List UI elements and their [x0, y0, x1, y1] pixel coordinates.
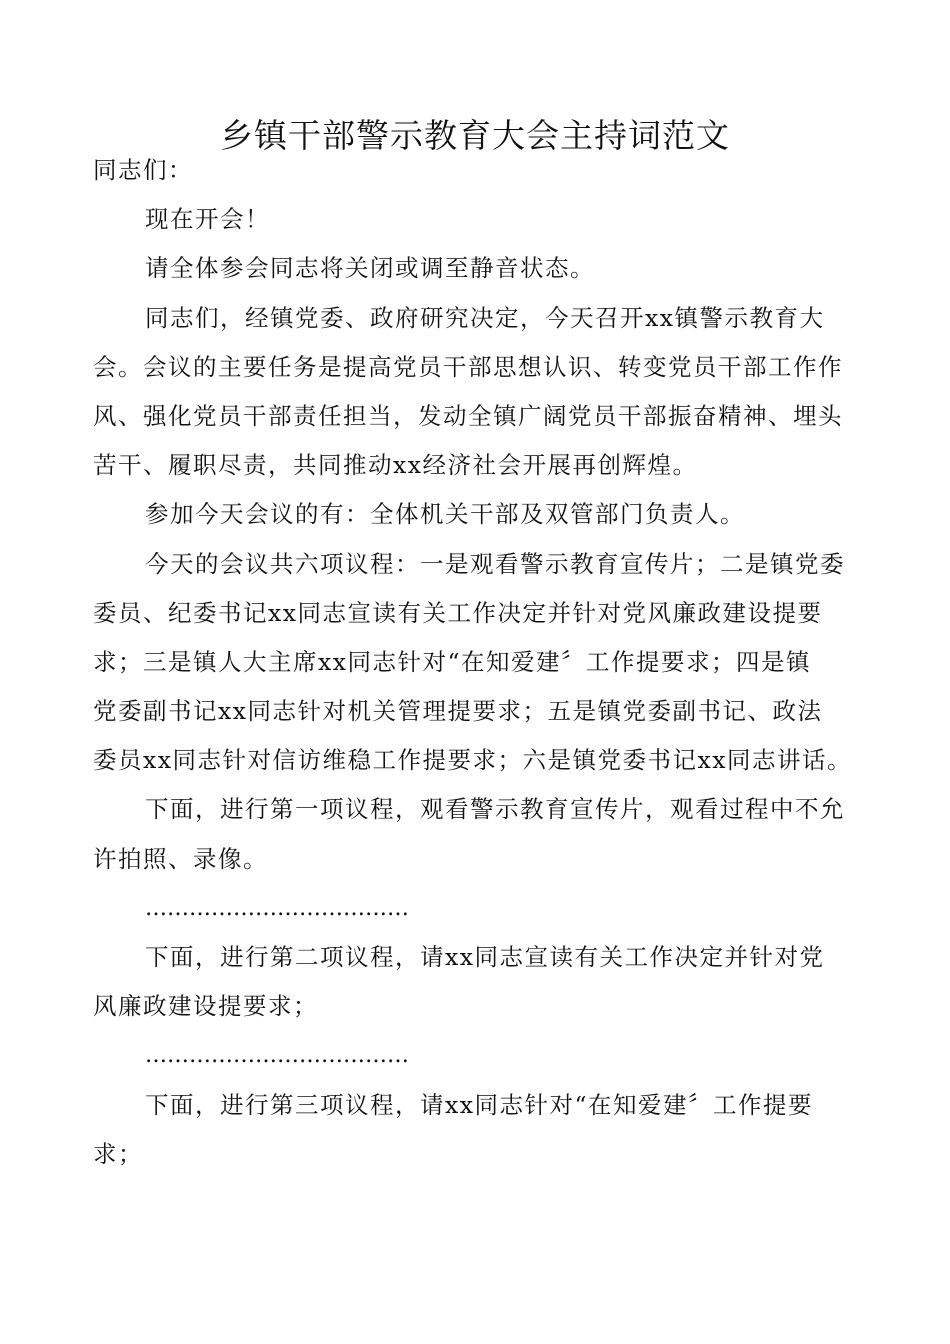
body-line: 现在开会！	[145, 205, 270, 234]
ellipsis-separator: ………………………………	[145, 1043, 409, 1069]
body-line: 党委副书记xx同志针对机关管理提要求；五是镇党委副书记、政法	[93, 697, 823, 726]
body-line: 请全体参会同志将关闭或调至静音状态。	[145, 254, 595, 283]
body-line: 下面，进行第三项议程，请xx同志针对“在知爱建〞工作提要	[145, 1090, 814, 1119]
body-line: 求；三是镇人大主席xx同志针对“在知爱建〞工作提要求；四是镇	[93, 647, 812, 676]
body-line: 许拍照、录像。	[93, 844, 268, 873]
body-line: 风、强化党员干部责任担当，发动全镇广阔党员干部振奋精神、埋头	[93, 401, 843, 430]
document-title: 乡镇干部警示教育大会主持词范文	[220, 116, 730, 155]
body-line: 委员、纪委书记xx同志宣读有关工作决定并针对党风廉政建设提要	[93, 598, 823, 627]
body-line: 风廉政建设提要求；	[93, 992, 318, 1021]
body-line: 委员xx同志针对信访维稳工作提要求；六是镇党委书记xx同志讲话。	[93, 746, 853, 775]
body-line: 会。会议的主要任务是提高党员干部思想认识、转变党员干部工作作	[93, 352, 843, 381]
body-line: 参加今天会议的有：全体机关干部及双管部门负责人。	[145, 500, 745, 529]
body-line: 同志们：	[93, 156, 193, 184]
body-line: 同志们，经镇党委、政府研究决定，今天召开xx镇警示教育大	[145, 303, 825, 332]
body-line: 苦干、履职尽责，共同推动xx经济社会开展再创辉煌。	[93, 451, 698, 480]
document-body	[93, 146, 860, 1179]
body-line: 下面，进行第一项议程，观看警示教育宣传片，观看过程中不允	[145, 795, 845, 824]
ellipsis-separator: ………………………………	[145, 895, 409, 921]
body-line: 今天的会议共六项议程：一是观看警示教育宣传片；二是镇党委	[145, 549, 845, 578]
body-line: 求；	[93, 1139, 143, 1168]
body-line: 下面，进行第二项议程，请xx同志宣读有关工作决定并针对党	[145, 943, 825, 971]
